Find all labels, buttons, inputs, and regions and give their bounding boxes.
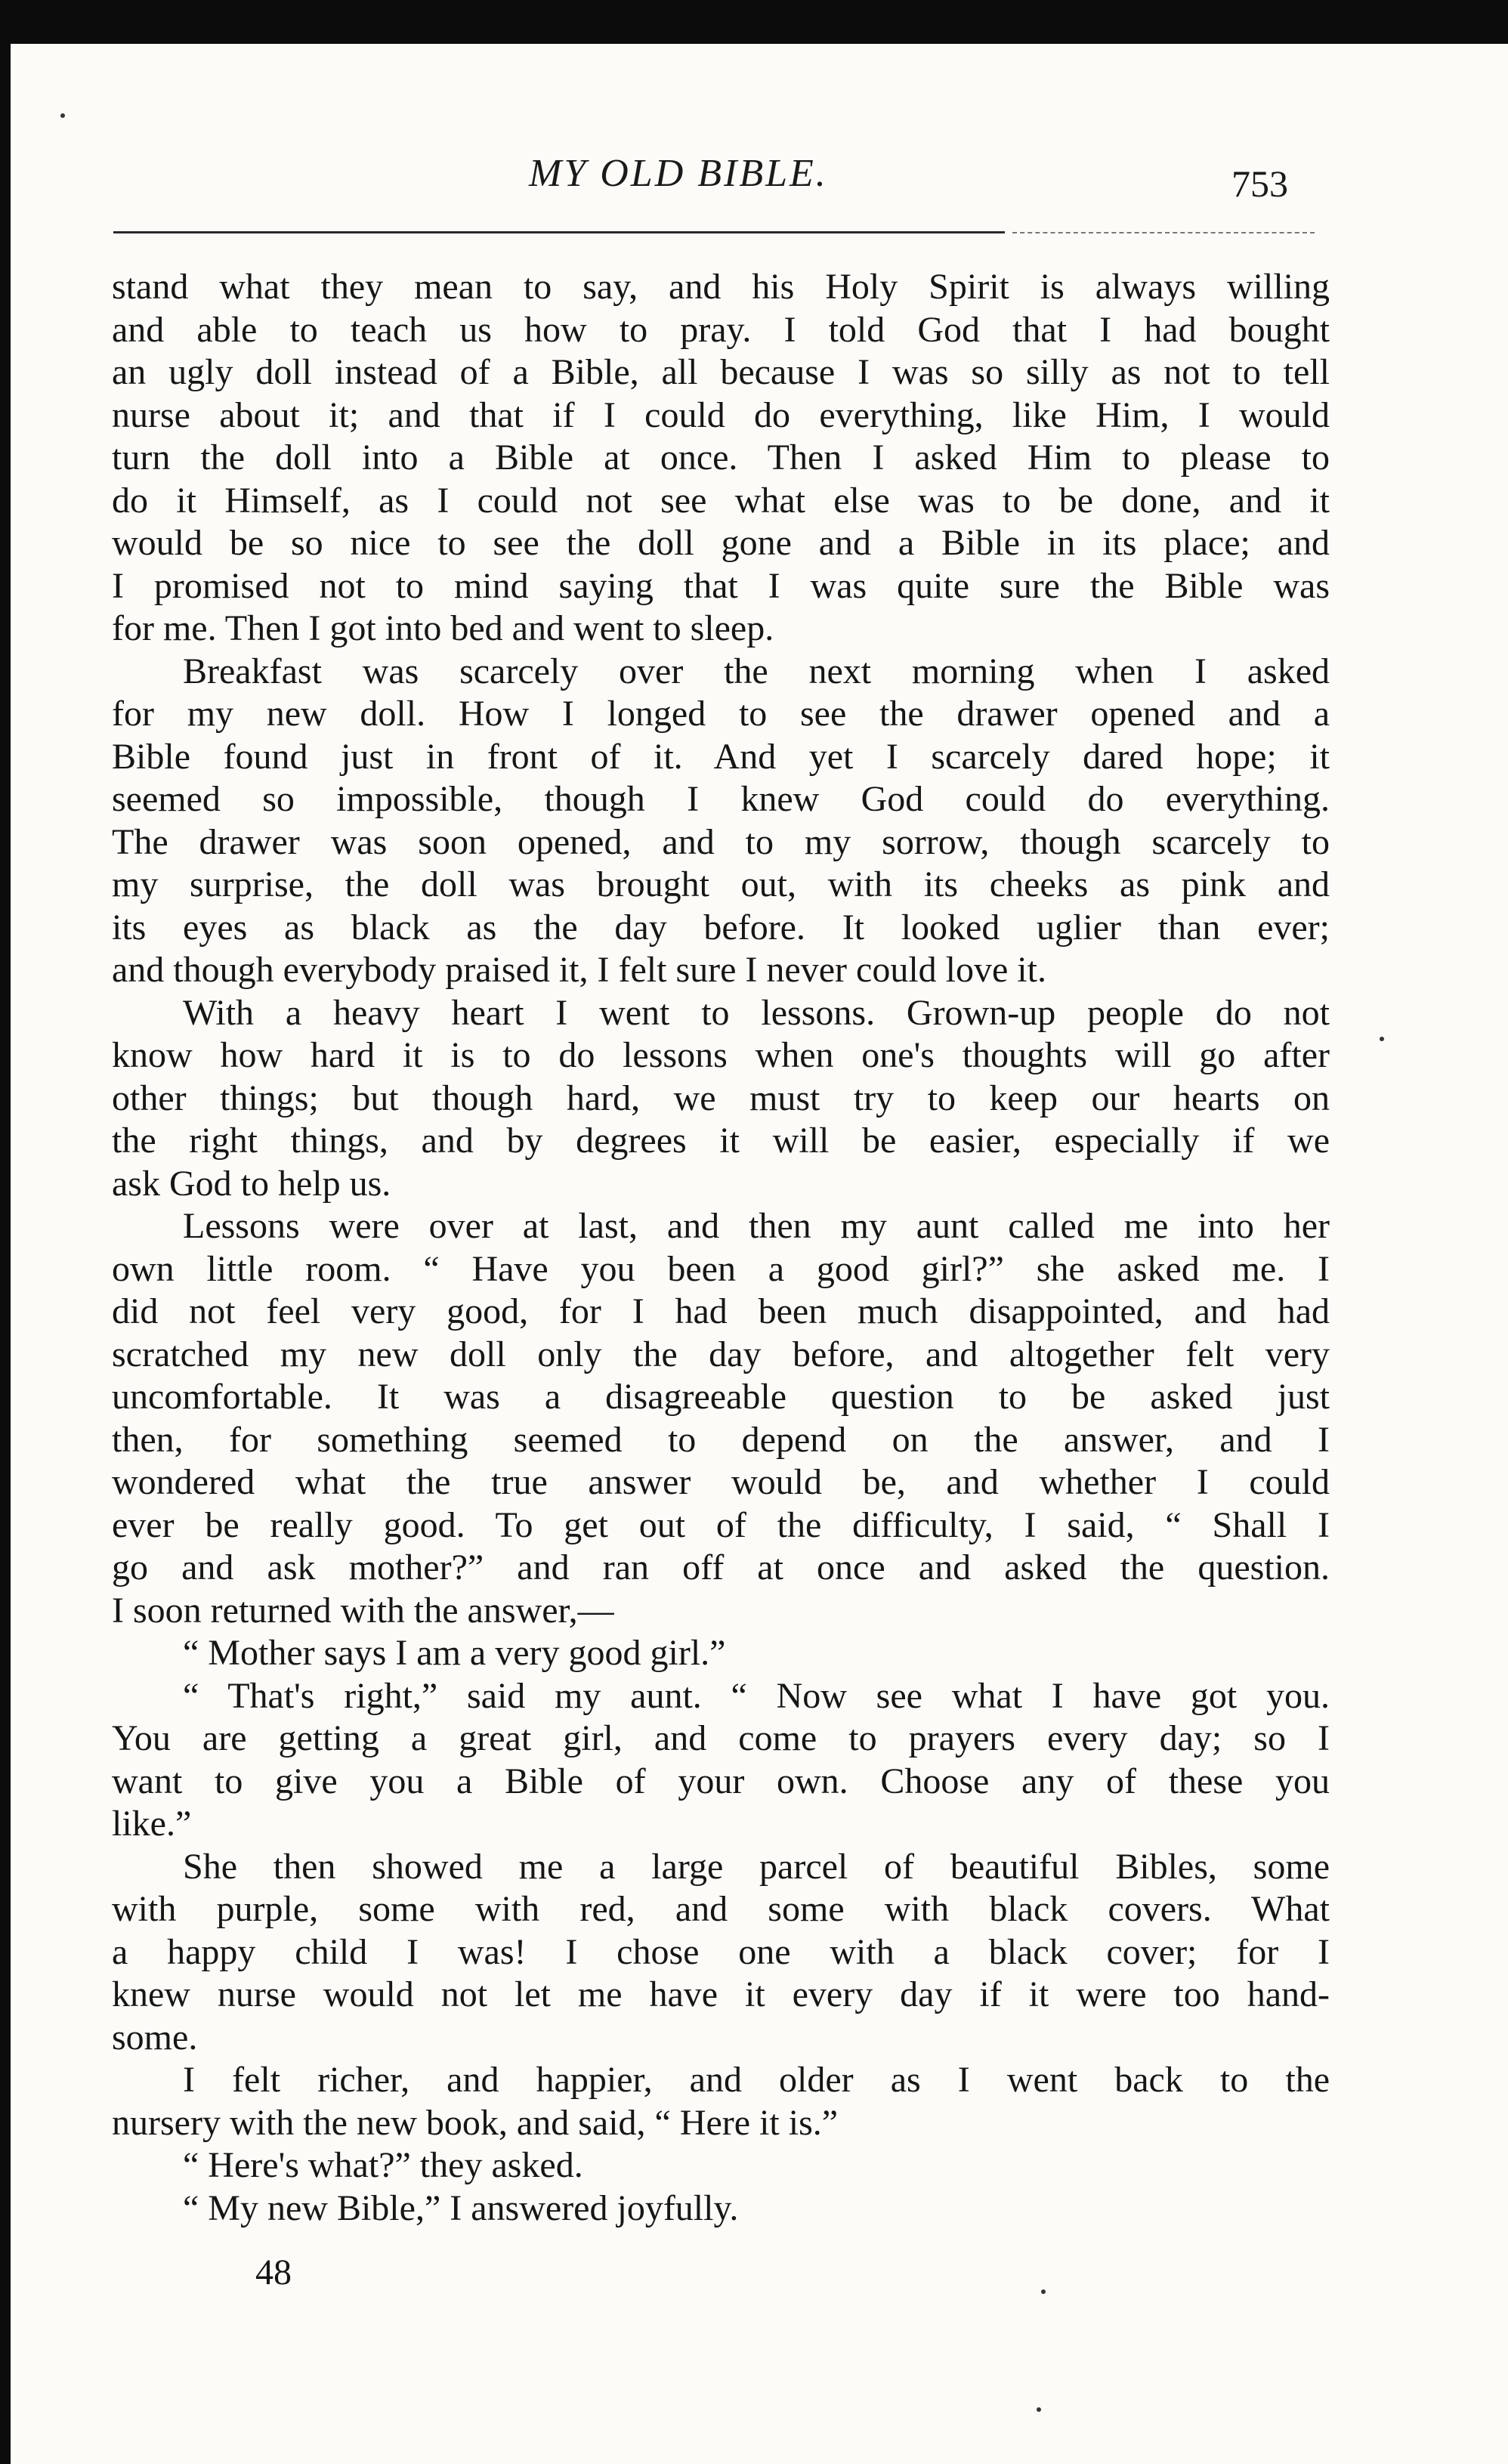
text-line: with purple, some with red, and some with black covers. What <box>112 1889 1330 1929</box>
text-line: I promised not to mind saying that I was quite sure the Bible was <box>112 565 1330 606</box>
page-number: 753 <box>1231 162 1288 205</box>
scan-top-border <box>0 0 1508 44</box>
text-line: I soon returned with the answer,— <box>112 1590 614 1631</box>
text-line: wondered what the true answer would be, and whether I could <box>112 1462 1330 1502</box>
text-line: “ That's right,” said my aunt. “ Now see what I have got you. <box>183 1675 1330 1716</box>
text-line: its eyes as black as the day before. It looked uglier than ever; <box>112 907 1330 948</box>
text-line: “ Mother says I am a very good girl.” <box>183 1633 726 1673</box>
text-line: go and ask mother?” and ran off at once and asked the question. <box>112 1547 1330 1588</box>
running-title: MY OLD BIBLE. <box>529 152 828 195</box>
text-line: do it Himself, as I could not see what else was to be done, and it <box>112 480 1330 521</box>
text-line: turn the doll into a Bible at once. Then I asked Him to please to <box>112 437 1330 478</box>
text-line: would be so nice to see the doll gone and a Bible in its place; and <box>112 523 1330 563</box>
text-line: the right things, and by degrees it will be easier, especially if we <box>112 1121 1330 1161</box>
body-text <box>112 266 1330 2230</box>
text-line: Breakfast was scarcely over the next morning when I asked <box>183 651 1330 691</box>
text-line: like.” <box>112 1804 192 1844</box>
text-line: my surprise, the doll was brought out, with its cheeks as pink and <box>112 864 1330 904</box>
text-line: knew nurse would not let me have it every day if it were too hand- <box>112 1974 1330 2014</box>
text-line: other things; but though hard, we must try to keep our hearts on <box>112 1077 1330 1118</box>
text-line: ask God to help us. <box>112 1163 391 1204</box>
text-line: Bible found just in front of it. And yet I scarcely dared hope; it <box>112 736 1330 777</box>
print-speck <box>60 113 65 118</box>
signature-mark: 48 <box>255 2252 292 2292</box>
text-line: own little room. “ Have you been a good girl?” she asked me. I <box>112 1248 1330 1289</box>
text-line: a happy child I was! I chose one with a black cover; for I <box>112 1931 1330 1972</box>
text-line: an ugly doll instead of a Bible, all because I was so silly as not to tell <box>112 352 1330 392</box>
text-line: She then showed me a large parcel of beautiful Bibles, some <box>183 1846 1330 1887</box>
print-speck <box>1380 1037 1384 1041</box>
print-speck <box>1041 2289 1046 2294</box>
text-line: You are getting a great girl, and come to prayers every day; so I <box>112 1718 1330 1758</box>
text-line: I felt richer, and happier, and older as I went back to the <box>183 2060 1330 2100</box>
text-line: did not feel very good, for I had been much disappointed, and had <box>112 1291 1330 1331</box>
text-line: uncomfortable. It was a disagreeable question to be asked just <box>112 1377 1330 1417</box>
header-rule-faint <box>1012 232 1315 233</box>
header-rule <box>113 231 1005 233</box>
text-line: know how hard it is to do lessons when one's thoughts will go after <box>112 1035 1330 1075</box>
print-speck <box>1037 2407 1041 2412</box>
scan-left-border <box>0 0 11 2464</box>
text-line: Lessons were over at last, and then my aunt called me into her <box>183 1206 1330 1246</box>
text-line: nursery with the new book, and said, “ Here it is.” <box>112 2102 839 2143</box>
text-line: and able to teach us how to pray. I told God that I had bought <box>112 309 1330 350</box>
text-line: want to give you a Bible of your own. Choose any of these you <box>112 1761 1330 1801</box>
running-head <box>0 151 1508 212</box>
text-line: some. <box>112 2017 198 2057</box>
text-line: seemed so impossible, though I knew God could do everything. <box>112 779 1330 819</box>
text-line: ever be really good. To get out of the difficulty, I said, “ Shall I <box>112 1504 1330 1545</box>
text-line: then, for something seemed to depend on the answer, and I <box>112 1419 1330 1460</box>
text-line: stand what they mean to say, and his Holy Spirit is always willing <box>112 267 1330 307</box>
text-line: “ Here's what?” they asked. <box>183 2145 583 2185</box>
text-line: and though everybody praised it, I felt sure I never could love it. <box>112 950 1046 990</box>
text-line: for my new doll. How I longed to see the drawer opened and a <box>112 694 1330 734</box>
text-line: scratched my new doll only the day before, and altogether felt very <box>112 1334 1330 1374</box>
text-line: nurse about it; and that if I could do everything, like Him, I would <box>112 394 1330 435</box>
text-line: for me. Then I got into bed and went to sleep. <box>112 608 774 648</box>
text-line: “ My new Bible,” I answered joyfully. <box>183 2187 739 2228</box>
text-line: The drawer was soon opened, and to my sorrow, though scarcely to <box>112 821 1330 862</box>
text-line: With a heavy heart I went to lessons. Grown-up people do not <box>183 992 1330 1033</box>
